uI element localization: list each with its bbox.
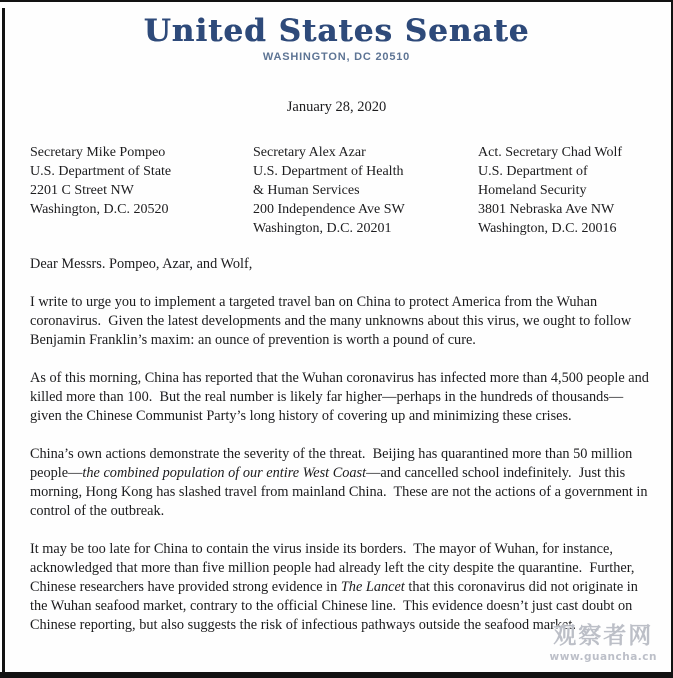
address-line: Washington, D.C. 20201: [253, 221, 392, 236]
paragraph-text: It may be too late for China to contain the virus inside its borders. The mayor of Wuhan, for instance, acknowledged that more than five million people had already left the city despite the quarantine. Further, Chinese researchers have provided strong evidence in: [30, 541, 639, 595]
address-line: Act. Secretary Chad Wolf: [478, 145, 623, 160]
address-line: Washington, D.C. 20520: [30, 202, 169, 217]
address-line: Secretary Mike Pompeo: [30, 145, 166, 160]
scan-border-left: [2, 8, 5, 678]
scan-border-bottom: [0, 672, 673, 678]
address-line: U.S. Department of Health: [253, 164, 404, 179]
address-line: Homeland Security: [478, 183, 587, 198]
address-line: 3801 Nebraska Ave NW: [478, 202, 615, 217]
recipient-address-wolf: [478, 143, 663, 238]
paragraph-text: —and cancelled school indefinitely. Just this morning, Hong Kong has slashed travel from mainland China. These are not the actions of a government in control of the outbreak.: [30, 465, 652, 519]
letter-date: January 28, 2020: [286, 99, 387, 115]
scan-border-top: [0, 0, 673, 2]
recipient-address-pompeo: [30, 143, 253, 238]
senate-letterhead: [0, 0, 673, 63]
body-paragraph-2: As of this morning, China has reported that the Wuhan coronavirus has infected more than 4,500 people and killed more than 100. But the real number is likely far higher—perhaps in the hundreds of thousands—given the Chinese Communist Party’s long history of covering up and minimizing these crises.: [30, 370, 653, 424]
address-line: 200 Independence Ave SW: [253, 202, 405, 217]
address-line: U.S. Department of State: [30, 164, 172, 179]
address-line: & Human Services: [253, 183, 360, 198]
watermark-site-url: www.guancha.cn: [549, 651, 657, 663]
body-paragraph-3: [30, 445, 652, 521]
address-line: U.S. Department of: [478, 164, 588, 179]
salutation: Dear Messrs. Pompeo, Azar, and Wolf,: [30, 256, 253, 272]
watermark-site-name: 观察者网: [553, 623, 654, 649]
paragraph-text: China’s own actions demonstrate the severity of the threat. Beijing has quarantined more than 50 million people—: [30, 446, 636, 481]
address-line: Secretary Alex Azar: [253, 145, 366, 160]
paragraph-text: that this coronavirus did not originate in the Wuhan seafood market, contrary to the official Chinese line. This evidence doesn’t just cast doubt on Chinese reporting, but also suggests the risk of infectious pathways outside the seafood market.: [30, 579, 642, 633]
italic-emphasis-west-coast: the combined population of our entire West Coast: [82, 465, 367, 481]
letterhead-title: United States Senate: [143, 13, 530, 49]
recipient-address-azar: [253, 143, 478, 238]
body-paragraph-1: I write to urge you to implement a targeted travel ban on China to protect America from the Wuhan coronavirus. Given the latest developments and the many unknowns about this virus, we ought to follow Benjamin Franklin’s maxim: an ounce of prevention is worth a pound of cure.: [30, 294, 635, 348]
letter-body: [0, 255, 673, 635]
address-line: Washington, D.C. 20016: [478, 221, 617, 236]
italic-emphasis-lancet: The Lancet: [340, 579, 405, 595]
recipients-block: [0, 143, 673, 238]
letterhead-address: WASHINGTON, DC 20510: [262, 51, 411, 63]
address-line: 2201 C Street NW: [30, 183, 134, 198]
body-paragraph-4: [30, 540, 652, 635]
